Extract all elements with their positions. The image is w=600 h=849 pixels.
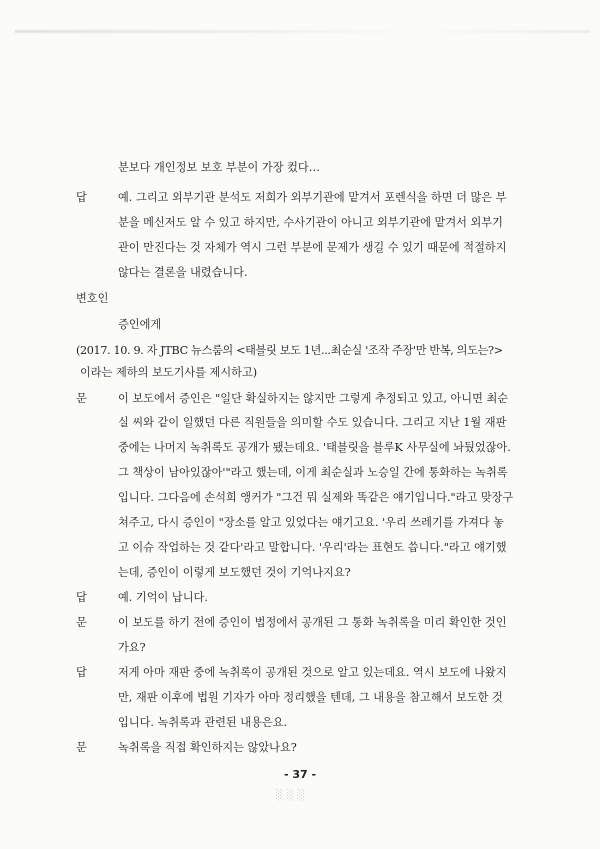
text-line: 실 씨와 같이 일했던 다른 직원들을 의미할 수도 있습니다. 그리고 지난 1월 재판 [118, 416, 507, 429]
text-line: 는데, 증인이 이렇게 보도했던 것이 기억나지요? [118, 566, 351, 579]
page-number: - 37 - [283, 768, 317, 781]
text-line: 분을 메신저도 알 수 있고 하지만, 수사기관이 아니고 외부기관에 맡겨서 외부기 [118, 216, 503, 229]
text-line: 이 보도에서 증인은 "일단 확실하지는 않지만 그렇게 추정되고 있고, 아니면 최순 [118, 392, 509, 405]
speaker-label: 문 [76, 392, 87, 405]
text-line: 만, 재판 이후에 법원 기자가 아마 정리했을 텐데, 그 내용을 참고해서 보도한 것 [118, 691, 503, 704]
section-heading: 변호인 [76, 292, 109, 305]
speaker-label: 문 [76, 741, 87, 754]
speaker-label: 답 [76, 591, 87, 604]
speaker-label: 문 [76, 616, 87, 629]
text-line: 증인에게 [118, 318, 162, 331]
text-line: 이 보도를 하기 전에 증인이 법정에서 공개된 그 통화 녹취록을 미리 확인한 것인 [118, 616, 507, 629]
text-line: 입니다. 그다음에 손석희 앵커가 "그건 뭐 실제와 똑같은 얘기입니다."라고 맞장구 [118, 491, 514, 504]
speaker-label: 답 [76, 191, 87, 204]
text-line: 예. 기억이 납니다. [118, 591, 208, 604]
text-line: 관이 만진다는 것 자체가 역시 그런 부분에 문제가 생길 수 있기 때문에 적절하지 [118, 241, 507, 254]
scan-artifact [15, 30, 590, 33]
text-line: 분보다 개인정보 보호 부분이 가장 컸다… [118, 161, 320, 174]
speaker-label: 답 [76, 666, 87, 679]
text-line: 입니다. 녹취록과 관련된 내용은요. [118, 716, 288, 729]
text-line: 그 책상이 남아있잖아'"라고 했는데, 이게 최순실과 노승일 간에 통화하는 녹취록 [118, 466, 508, 479]
text-line: 예. 그리고 외부기관 분석도 저희가 외부기관에 맡겨서 포렌식을 하면 더 많은 부 [118, 191, 507, 204]
text-line: (2017. 10. 9. 자 JTBC 뉴스룸의 <태블릿 보도 1년...최순실 '조작 주장'만 반복, 의도는?> [76, 344, 503, 357]
text-line: 녹취록을 직접 확인하지는 않았나요? [118, 741, 297, 754]
text-line: 저게 아마 재판 중에 녹취록이 공개된 것으로 알고 있는데요. 역시 보도에 나왔지 [118, 666, 507, 679]
text-line: 중에는 나머지 녹취록도 공개가 됐는데요. '태블릿을 블루K 사무실에 놔뒀었잖아. [118, 441, 511, 454]
faint-stamp-mark: ░░░ [276, 790, 309, 801]
text-line: 않다는 결론을 내렸습니다. [118, 266, 248, 279]
text-line: 가요? [118, 641, 146, 654]
text-line: 쳐주고, 다시 증인이 "장소를 알고 있었다는 얘기고요. '우리 쓰레기를 가져다 놓 [118, 516, 504, 529]
text-line: 이라는 제하의 보도기사를 제시하고) [80, 366, 258, 379]
text-line: 고 이슈 작업하는 것 같다'라고 말합니다. '우리'라는 표현도 씁니다."라고 얘기했 [118, 541, 507, 554]
